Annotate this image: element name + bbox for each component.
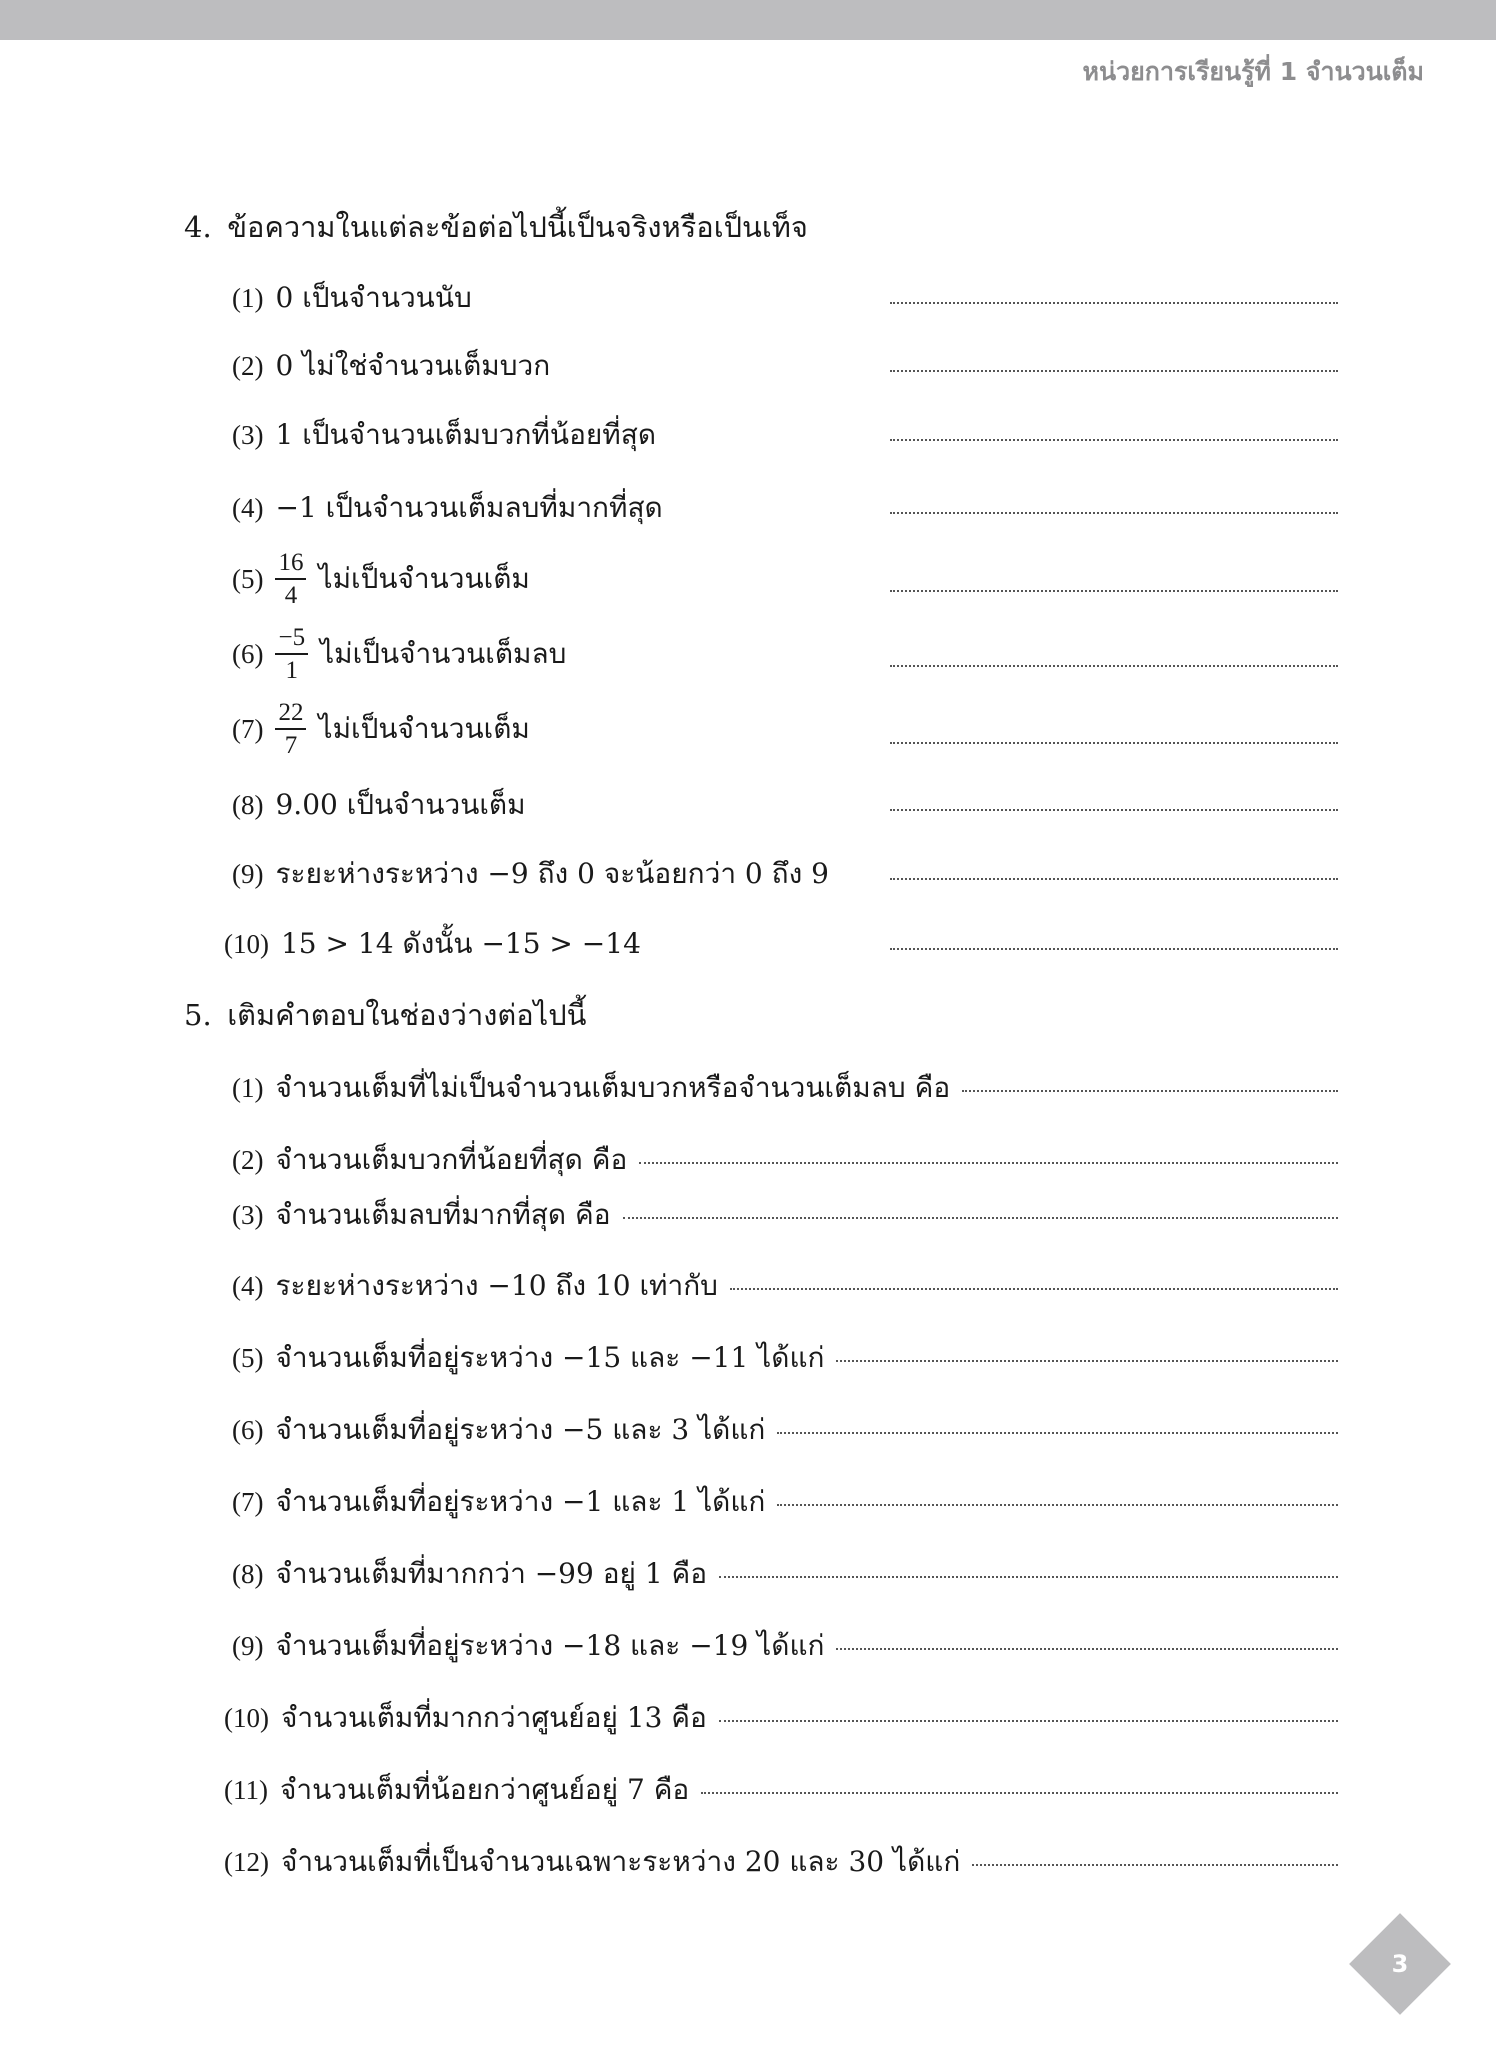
q5-item-10-text: จำนวนเต็มที่มากกว่าศูนย์อยู่ 13 คือ — [280, 1701, 707, 1734]
q5-item-10 — [224, 1696, 1338, 1740]
question-5-number: 5. — [184, 998, 212, 1032]
q4-item-3 — [232, 413, 1338, 457]
q4-item-10-number: (10) — [224, 929, 269, 959]
q4-item-2-answer-blank[interactable] — [890, 370, 1338, 372]
q5-item-4 — [232, 1264, 1338, 1308]
q4-item-4-text: −1 เป็นจำนวนเต็มลบที่มากที่สุด — [275, 491, 663, 524]
q4-item-10-text: 15 > 14 ดังนั้น −15 > −14 — [280, 927, 641, 960]
fraction-denominator: 4 — [284, 582, 298, 609]
question-5-text: เติมคำตอบในช่องว่างต่อไปนี้ — [227, 998, 587, 1032]
q5-item-11-answer-blank[interactable] — [701, 1792, 1338, 1794]
top-bar — [0, 0, 1496, 40]
q4-item-7-answer-blank[interactable] — [890, 742, 1338, 744]
q5-item-8-number: (8) — [232, 1559, 264, 1589]
q4-item-4-answer-blank[interactable] — [890, 512, 1338, 514]
q4-item-7-fraction — [275, 700, 306, 758]
q5-item-1-number: (1) — [232, 1073, 264, 1103]
q4-item-2-text: 0 ไม่ใช่จำนวนเต็มบวก — [275, 349, 551, 382]
q5-item-7 — [232, 1480, 1338, 1524]
q5-item-6-text: จำนวนเต็มที่อยู่ระหว่าง −5 และ 3 ได้แก่ — [275, 1413, 766, 1446]
q4-item-6-text: ไม่เป็นจำนวนเต็มลบ — [320, 637, 567, 670]
q5-item-7-answer-blank[interactable] — [777, 1504, 1338, 1506]
q4-item-8 — [232, 783, 1338, 827]
q4-item-5 — [232, 550, 1338, 608]
q5-item-11-number: (11) — [224, 1775, 268, 1805]
q5-item-5-number: (5) — [232, 1343, 264, 1373]
q5-item-10-answer-blank[interactable] — [719, 1720, 1338, 1722]
q5-item-3-text: จำนวนเต็มลบที่มากที่สุด คือ — [275, 1198, 611, 1231]
q5-item-2-answer-blank[interactable] — [639, 1162, 1338, 1164]
q5-item-1-text: จำนวนเต็มที่ไม่เป็นจำนวนเต็มบวกหรือจำนวนเต็มลบ คือ — [275, 1071, 951, 1104]
fraction-denominator: 7 — [284, 732, 298, 759]
q4-item-7-number: (7) — [232, 713, 264, 744]
q5-item-3-number: (3) — [232, 1200, 264, 1230]
q4-item-6 — [232, 625, 1338, 683]
q4-item-1-number: (1) — [232, 283, 264, 313]
q4-item-6-fraction — [275, 625, 308, 683]
q5-item-8-text: จำนวนเต็มที่มากกว่า −99 อยู่ 1 คือ — [275, 1557, 708, 1590]
q4-item-5-answer-blank[interactable] — [890, 590, 1338, 592]
q5-item-5 — [232, 1336, 1338, 1380]
q4-item-5-text: ไม่เป็นจำนวนเต็ม — [318, 562, 530, 595]
q4-item-9-answer-blank[interactable] — [890, 878, 1338, 880]
q4-item-9 — [232, 852, 1338, 896]
q5-item-11 — [224, 1768, 1338, 1812]
q4-item-5-number: (5) — [232, 563, 264, 594]
q4-item-7-text: ไม่เป็นจำนวนเต็ม — [318, 712, 530, 745]
page-number: 3 — [1391, 1950, 1409, 1978]
q5-item-5-answer-blank[interactable] — [836, 1360, 1338, 1362]
q4-item-1-text: 0 เป็นจำนวนนับ — [275, 281, 472, 314]
q5-item-9-answer-blank[interactable] — [836, 1648, 1338, 1650]
q4-item-3-answer-blank[interactable] — [890, 439, 1338, 441]
q5-item-7-number: (7) — [232, 1487, 264, 1517]
q5-item-6-number: (6) — [232, 1415, 264, 1445]
q5-item-12-number: (12) — [224, 1847, 269, 1877]
q5-item-12-text: จำนวนเต็มที่เป็นจำนวนเฉพาะระหว่าง 20 และ 30 ได้แก่ — [280, 1845, 961, 1878]
q4-item-10 — [224, 922, 1338, 966]
q5-item-6 — [232, 1408, 1338, 1452]
q5-item-12-answer-blank[interactable] — [972, 1864, 1338, 1866]
q4-item-4 — [232, 486, 1338, 530]
q4-item-2 — [232, 344, 1338, 388]
q4-item-8-answer-blank[interactable] — [890, 809, 1338, 811]
q4-item-10-answer-blank[interactable] — [890, 948, 1338, 950]
q5-item-12 — [224, 1840, 1338, 1884]
q4-item-6-answer-blank[interactable] — [890, 665, 1338, 667]
fraction-denominator: 1 — [285, 657, 299, 684]
q5-item-2 — [232, 1138, 1338, 1182]
q5-item-5-text: จำนวนเต็มที่อยู่ระหว่าง −15 และ −11 ได้แก่ — [275, 1341, 825, 1374]
running-header: หน่วยการเรียนรู้ที่ 1 จำนวนเต็ม — [1082, 57, 1424, 86]
question-4-title — [184, 204, 808, 250]
q5-item-1 — [232, 1066, 1338, 1110]
q5-item-9-number: (9) — [232, 1631, 264, 1661]
q5-item-11-text: จำนวนเต็มที่น้อยกว่าศูนย์อยู่ 7 คือ — [279, 1773, 690, 1806]
fraction-numerator: 16 — [275, 550, 306, 580]
q5-item-9 — [232, 1624, 1338, 1668]
q5-item-3-answer-blank[interactable] — [623, 1217, 1338, 1219]
question-5-title — [184, 992, 586, 1038]
q5-item-2-text: จำนวนเต็มบวกที่น้อยที่สุด คือ — [275, 1143, 628, 1176]
q5-item-4-answer-blank[interactable] — [730, 1288, 1338, 1290]
q4-item-9-number: (9) — [232, 859, 264, 889]
q4-item-8-number: (8) — [232, 790, 264, 820]
q5-item-6-answer-blank[interactable] — [777, 1432, 1338, 1434]
q4-item-9-text: ระยะห่างระหว่าง −9 ถึง 0 จะน้อยกว่า 0 ถึง 9 — [275, 857, 829, 890]
q4-item-2-number: (2) — [232, 351, 264, 381]
q5-item-1-answer-blank[interactable] — [962, 1090, 1338, 1092]
q5-item-9-text: จำนวนเต็มที่อยู่ระหว่าง −18 และ −19 ได้แก่ — [275, 1629, 825, 1662]
fraction-numerator: −5 — [275, 625, 308, 655]
fraction-numerator: 22 — [275, 700, 306, 730]
q5-item-3 — [232, 1193, 1338, 1237]
q4-item-5-fraction — [275, 550, 306, 608]
q4-item-6-number: (6) — [232, 638, 264, 669]
q4-item-1 — [232, 276, 1338, 320]
q5-item-4-text: ระยะห่างระหว่าง −10 ถึง 10 เท่ากับ — [275, 1269, 718, 1302]
q4-item-1-answer-blank[interactable] — [890, 302, 1338, 304]
q4-item-8-text: 9.00 เป็นจำนวนเต็ม — [275, 788, 526, 821]
q5-item-2-number: (2) — [232, 1145, 264, 1175]
q5-item-8-answer-blank[interactable] — [719, 1576, 1338, 1578]
q4-item-7 — [232, 700, 1338, 758]
question-4-text: ข้อความในแต่ละข้อต่อไปนี้เป็นจริงหรือเป็นเท็จ — [227, 210, 808, 244]
q5-item-4-number: (4) — [232, 1271, 264, 1301]
q5-item-7-text: จำนวนเต็มที่อยู่ระหว่าง −1 และ 1 ได้แก่ — [275, 1485, 766, 1518]
q4-item-3-text: 1 เป็นจำนวนเต็มบวกที่น้อยที่สุด — [275, 418, 657, 451]
q5-item-10-number: (10) — [224, 1703, 269, 1733]
question-4-number: 4. — [184, 210, 212, 244]
q4-item-4-number: (4) — [232, 493, 264, 523]
q4-item-3-number: (3) — [232, 420, 264, 450]
q5-item-8 — [232, 1552, 1338, 1596]
